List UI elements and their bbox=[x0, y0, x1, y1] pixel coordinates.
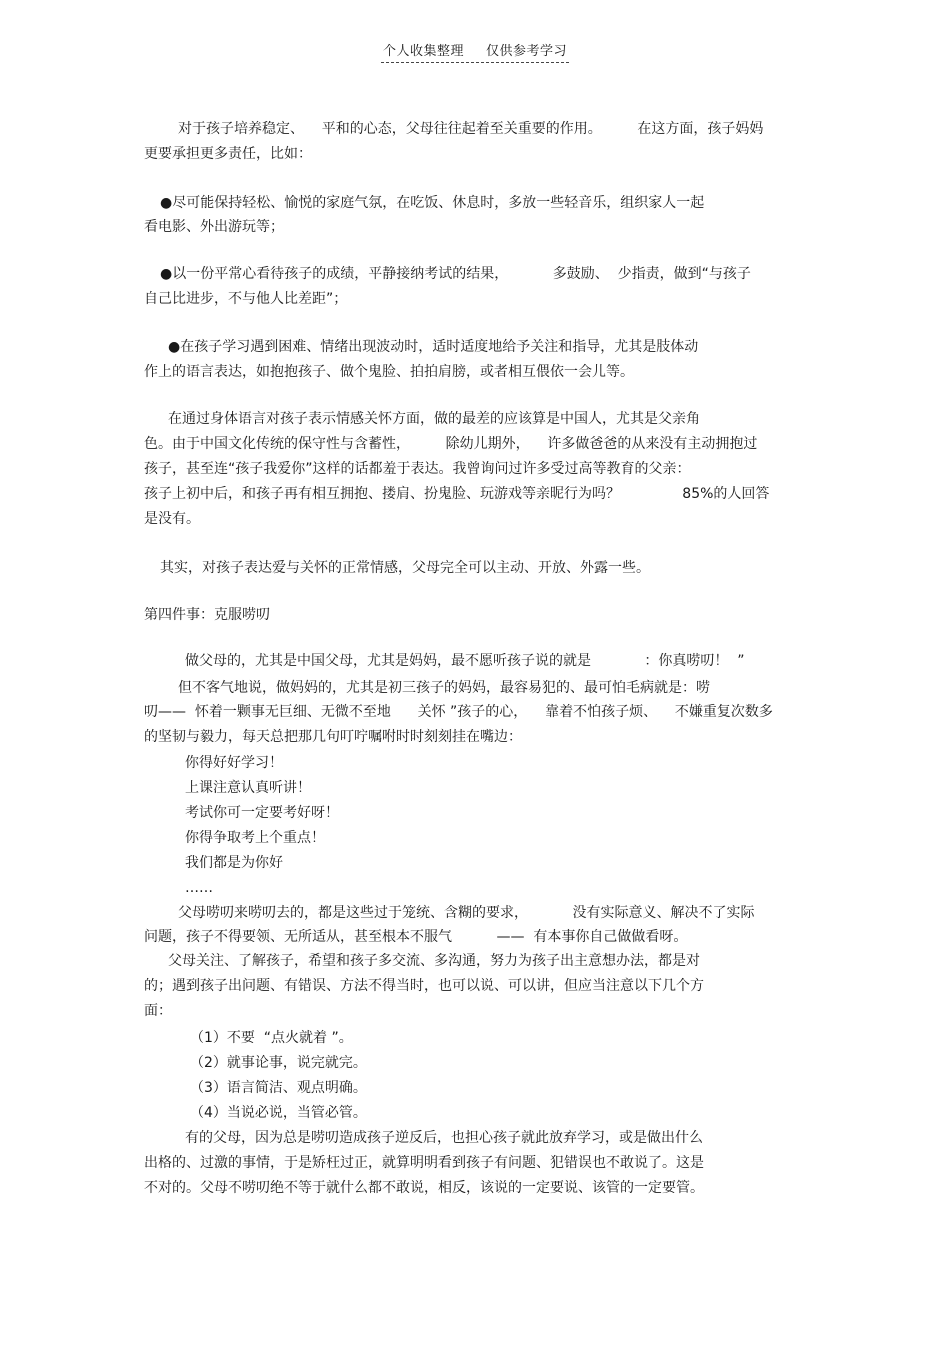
quote-line: 我们都是为你好 bbox=[185, 855, 283, 871]
quote-line: …… bbox=[185, 880, 213, 896]
paragraph-line: 作上的语言表达，如抱抱孩子、做个鬼脸、拍拍肩膀，或者相互偎依一会儿等。 bbox=[144, 364, 634, 380]
paragraph-line: 做父母的，尤其是中国父母，尤其是妈妈，最不愿听孩子说的就是 ：你真唠叨！ ” bbox=[185, 653, 745, 669]
paragraph-line: 其实，对孩子表达爱与关怀的正常情感，父母完全可以主动、开放、外露一些。 bbox=[160, 560, 650, 576]
paragraph-line: 面： bbox=[144, 1003, 172, 1019]
paragraph-line: 色。由于中国文化传统的保守性与含蓄性， 除幼儿期外， 许多做爸爸的从来没有主动拥抱过 bbox=[144, 436, 758, 452]
section-heading: 第四件事：克服唠叨 bbox=[144, 607, 270, 623]
paragraph-line: 叨—— 怀着一颗事无巨细、无微不至地 关怀 ”孩子的心， 靠着不怕孩子烦、 不嫌重复次数多 bbox=[144, 704, 773, 720]
header-right-text: 仅供参考学习 bbox=[486, 44, 568, 59]
paragraph-line: 在通过身体语言对孩子表示情感关怀方面，做的最差的应该算是中国人，尤其是父亲角 bbox=[168, 411, 700, 427]
quote-line: 你得争取考上个重点！ bbox=[185, 830, 325, 846]
paragraph-line: 问题，孩子不得要领、无所适从，甚至根本不服气 —— 有本事你自己做做看呀。 bbox=[144, 929, 688, 945]
paragraph-line: 是没有。 bbox=[144, 511, 200, 527]
paragraph-line: 不对的。父母不唠叨绝不等于就什么都不敢说，相反，该说的一定要说、该管的一定要管。 bbox=[144, 1180, 704, 1196]
paragraph-line: 孩子，甚至连“孩子我爱你”这样的话都羞于表达。我曾询问过许多受过高等教育的父亲： bbox=[144, 461, 691, 477]
paragraph-line: 的；遇到孩子出问题、有错误、方法不得当时，也可以说、可以讲，但应当注意以下几个方 bbox=[144, 978, 704, 994]
header-left-text: 个人收集整理 bbox=[382, 44, 464, 59]
paragraph-line: 自己比进步，不与他人比差距”； bbox=[144, 291, 348, 307]
bullet-line: ●在孩子学习遇到困难、情绪出现波动时，适时适度地给予关注和指导，尤其是肢体动 bbox=[168, 339, 699, 355]
bullet-line: ●尽可能保持轻松、愉悦的家庭气氛，在吃饭、休息时，多放一些轻音乐，组织家人一起 bbox=[160, 195, 705, 211]
list-item: （1）不要 “点火就着 ”。 bbox=[190, 1030, 353, 1046]
quote-line: 你得好好学习！ bbox=[185, 755, 283, 771]
paragraph-line: 看电影、外出游玩等； bbox=[144, 219, 284, 235]
paragraph-line: 父母关注、了解孩子，希望和孩子多交流、多沟通，努力为孩子出主意想办法，都是对 bbox=[168, 953, 700, 969]
paragraph-line: 出格的、过激的事情，于是矫枉过正，就算明明看到孩子有问题、犯错误也不敢说了。这是 bbox=[144, 1155, 704, 1171]
quote-line: 上课注意认真听讲！ bbox=[185, 780, 311, 796]
paragraph-line: 但不客气地说，做妈妈的，尤其是初三孩子的妈妈，最容易犯的、最可怕毛病就是：唠 bbox=[178, 680, 710, 696]
page-header bbox=[0, 40, 950, 63]
paragraph-line: 对于孩子培养稳定、 平和的心态，父母往往起着至关重要的作用。 在这方面，孩子妈妈 bbox=[178, 121, 764, 137]
header-underline bbox=[381, 40, 569, 63]
list-item: （3）语言简洁、观点明确。 bbox=[190, 1080, 367, 1096]
paragraph-line: 父母唠叨来唠叨去的，都是这些过于笼统、含糊的要求， 没有实际意义、解决不了实际 bbox=[178, 905, 755, 921]
paragraph-line: 更要承担更多责任，比如： bbox=[144, 146, 312, 162]
list-item: （2）就事论事，说完就完。 bbox=[190, 1055, 367, 1071]
paragraph-line: 有的父母，因为总是唠叨造成孩子逆反后，也担心孩子就此放弃学习，或是做出什么 bbox=[185, 1130, 703, 1146]
paragraph-line: 孩子上初中后，和孩子再有相互拥抱、搂肩、扮鬼脸、玩游戏等亲昵行为吗？ 85%的人回答 bbox=[144, 486, 770, 502]
bullet-line: ●以一份平常心看待孩子的成绩，平静接纳考试的结果， 多鼓励、 少指责，做到“与孩子 bbox=[160, 266, 751, 282]
quote-line: 考试你可一定要考好呀！ bbox=[185, 805, 339, 821]
list-item: （4）当说必说，当管必管。 bbox=[190, 1105, 367, 1121]
paragraph-line: 的坚韧与毅力，每天总把那几句叮咛嘱咐时时刻刻挂在嘴边： bbox=[144, 729, 522, 745]
